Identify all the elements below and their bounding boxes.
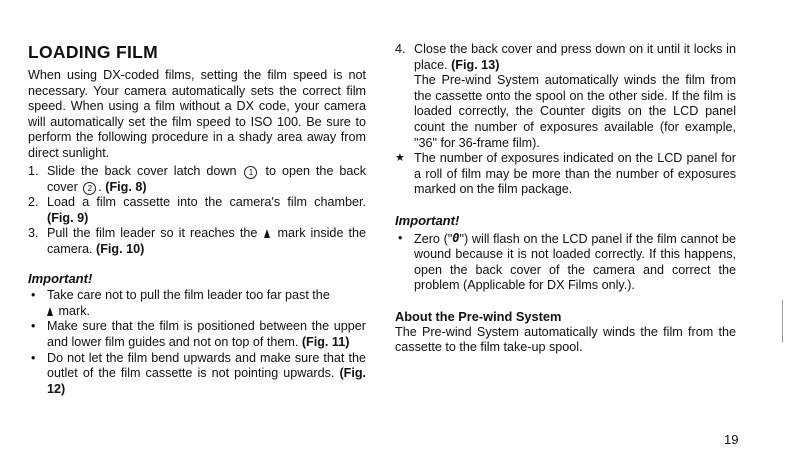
section-heading: About the Pre-wind System (395, 308, 562, 324)
important-item (28, 288, 366, 319)
figure-reference: (Fig. 8) (105, 179, 147, 194)
figure-reference: (Fig. 12) (47, 366, 367, 396)
star-icon: ★ (395, 152, 405, 165)
figure-reference: (Fig. 9) (47, 210, 89, 225)
film-leader-mark-icon (264, 229, 270, 238)
note-text: The number of exposures indicated on the LCD panel for a roll of film may be more than the number of exposures marked on the film package. (414, 151, 736, 197)
step-1 (28, 164, 366, 195)
item-text: Zero (" (414, 231, 453, 246)
page-title: LOADING FILM (28, 42, 158, 62)
step-text: Slide the back cover latch down (47, 164, 237, 178)
circled-number-icon: 2 (83, 182, 96, 195)
step-4 (395, 42, 736, 151)
star-note (395, 151, 736, 198)
step-number: 2. (28, 195, 39, 210)
figure-reference: (Fig. 11) (301, 334, 350, 349)
item-text: Make sure that the film is positioned between the upper and lower film guides and not on top of them. (47, 319, 366, 349)
important-list-2 (395, 231, 736, 294)
step-text: mark inside the camera. (47, 226, 367, 256)
item-text: mark. (58, 303, 90, 318)
film-leader-mark-icon (47, 307, 53, 316)
circled-number-icon: 1 (244, 166, 257, 179)
step-paragraph: The Pre-wind System automatically winds the film from the cassette onto the spool on the other side. If the film is loaded correctly, the Counter digits on the LCD panel count the number of exposures available (for example, "36" for 36-frame film). (414, 73, 736, 150)
page-number: 19 (724, 432, 739, 447)
step-text: . (98, 179, 102, 194)
intro-paragraph: When using DX-coded films, setting the film speed is not necessary. Your camera automatically sets the correct film speed. When using a film without a DX code, your camera will automatically set the film speed to ISO 100. Be sure to perform the following procedure in a shady area away from direct sunlight. (28, 68, 366, 160)
step-text: Close the back cover and press down on it until it locks in place. (414, 42, 736, 72)
bullet-icon: • (398, 230, 403, 245)
figure-reference: (Fig. 10) (96, 241, 145, 256)
step-text: Pull the film leader so it reaches the (47, 226, 258, 241)
important-heading-2: Important! (395, 212, 460, 228)
section-text: The Pre-wind System automatically winds the film from the cassette to the film take-up spool. (395, 324, 736, 355)
step-number: 3. (28, 226, 39, 241)
step-number: 1. (28, 164, 39, 178)
lcd-zero-glyph: 0 (452, 230, 460, 245)
important-item (28, 351, 366, 398)
step-2 (28, 195, 366, 226)
step-text: to open the back cover (47, 164, 367, 194)
important-heading: Important! (28, 270, 93, 286)
item-text: Take care not to pull the film leader too far past the (47, 288, 330, 303)
step-text: Load a film cassette into the camera's film chamber. (47, 195, 366, 210)
steps-list-continued (395, 42, 736, 198)
bullet-icon: • (31, 319, 36, 334)
item-text: ") will flash on the LCD panel if the film cannot be wound because it is not loaded correctly. If this happens, open the back cover of the camera and correct the problem (Applicable for DX Films only.). (414, 231, 736, 293)
bullet-icon: • (31, 350, 36, 365)
item-text: Do not let the film bend upwards and make sure that the outlet of the film cassette is not pointing upwards. (47, 350, 366, 381)
important-list (28, 288, 366, 397)
margin-rule (782, 300, 783, 342)
important-item (28, 319, 366, 350)
bullet-icon: • (31, 288, 36, 303)
steps-list (28, 164, 366, 258)
right-column (395, 42, 736, 356)
important-item (395, 231, 736, 294)
figure-reference: (Fig. 13) (451, 57, 500, 72)
left-column (28, 164, 366, 397)
step-number: 4. (395, 42, 406, 56)
step-3 (28, 226, 366, 257)
